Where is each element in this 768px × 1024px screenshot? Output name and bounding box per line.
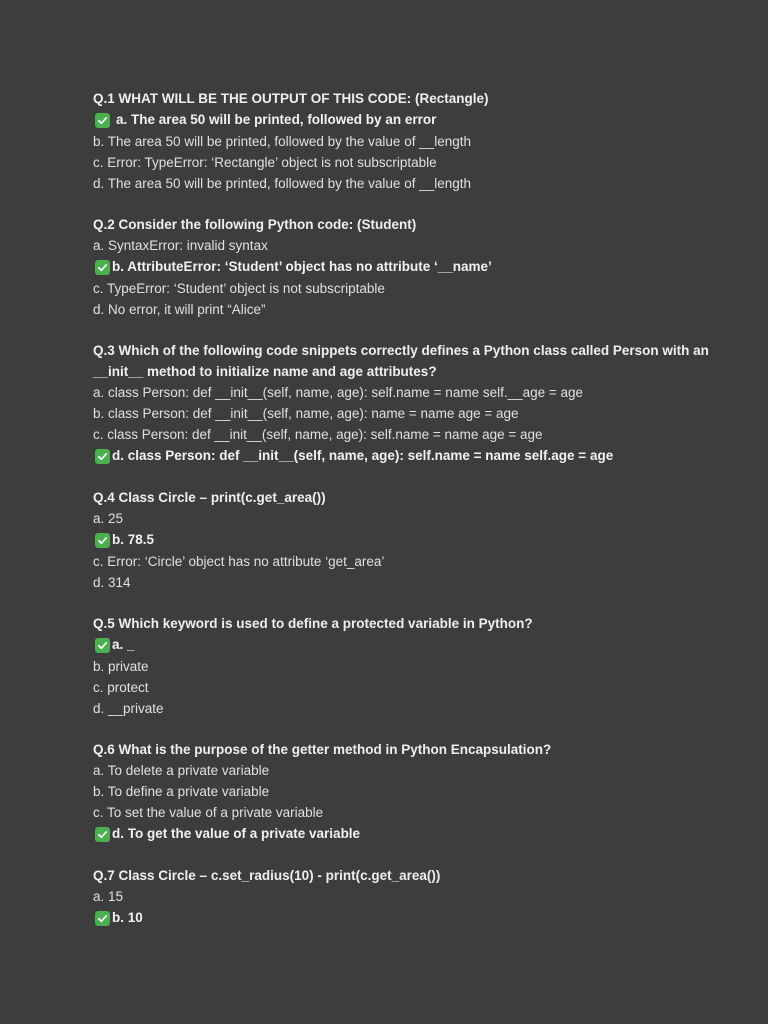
- check-mark-icon: [95, 638, 110, 653]
- answer-option-text: a. SyntaxError: invalid syntax: [93, 238, 268, 253]
- answer-option: [93, 152, 728, 173]
- answer-option-text: a. The area 50 will be printed, followed by an error: [116, 112, 437, 127]
- answer-option-text: a. _: [112, 637, 135, 652]
- check-mark-icon: [95, 260, 110, 275]
- answer-option-text: d. __private: [93, 701, 164, 716]
- answer-option-text: d. class Person: def __init__(self, name, age): self.name = name self.age = age: [112, 448, 614, 463]
- question-block-4: [93, 487, 728, 593]
- answer-option-text: c. To set the value of a private variable: [93, 805, 324, 820]
- answer-option-text: c. TypeError: ‘Student’ object is not subscriptable: [93, 281, 385, 296]
- answer-option-text: b. private: [93, 659, 149, 674]
- question-block-7: [93, 865, 728, 929]
- answer-option-text: d. To get the value of a private variable: [112, 826, 361, 841]
- answer-option: [93, 382, 728, 403]
- question-block-1: [93, 88, 728, 194]
- answer-option: [93, 278, 728, 299]
- answer-option: [93, 656, 728, 677]
- answer-option: [93, 551, 728, 572]
- check-mark-icon: [95, 113, 110, 128]
- question-text: Q.7 Class Circle – c.set_radius(10) - print(c.get_area()): [93, 868, 441, 883]
- correct-answer-option: [93, 823, 728, 845]
- answer-option: [93, 698, 728, 719]
- answer-option-text: a. 25: [93, 511, 124, 526]
- question-text: Q.5 Which keyword is used to define a protected variable in Python?: [93, 616, 533, 631]
- correct-answer-option: [93, 109, 728, 131]
- answer-option: [93, 886, 728, 907]
- question-block-5: [93, 613, 728, 719]
- answer-option: [93, 802, 728, 823]
- answer-option: [93, 760, 728, 781]
- answer-option-text: d. 314: [93, 575, 131, 590]
- answer-option-text: c. Error: ‘Circle’ object has no attribute ‘get_area’: [93, 554, 385, 569]
- correct-answer-option: [93, 256, 728, 278]
- question-block-2: [93, 214, 728, 320]
- check-mark-icon: [95, 449, 110, 464]
- answer-option: [93, 131, 728, 152]
- answer-option-text: a. class Person: def __init__(self, name, age): self.name = name self.__age = age: [93, 385, 584, 400]
- question-block-6: [93, 739, 728, 845]
- answer-option: [93, 781, 728, 802]
- question-block-3: [93, 340, 728, 467]
- answer-option-text: b. AttributeError: ‘Student’ object has no attribute ‘__name’: [112, 259, 492, 274]
- answer-option: [93, 572, 728, 593]
- correct-answer-option: [93, 445, 728, 467]
- answer-option-text: a. 15: [93, 889, 124, 904]
- question-text: Q.4 Class Circle – print(c.get_area()): [93, 490, 326, 505]
- answer-option: [93, 299, 728, 320]
- answer-option: [93, 677, 728, 698]
- answer-option-text: c. protect: [93, 680, 149, 695]
- answer-option-text: b. 10: [112, 910, 143, 925]
- answer-option-text: b. The area 50 will be printed, followed by the value of __length: [93, 134, 471, 149]
- check-mark-icon: [95, 911, 110, 926]
- check-mark-icon: [95, 533, 110, 548]
- answer-option-text: d. No error, it will print “Alice”: [93, 302, 266, 317]
- answer-option: [93, 403, 728, 424]
- answer-option-text: c. Error: TypeError: ‘Rectangle’ object is not subscriptable: [93, 155, 437, 170]
- correct-answer-option: [93, 634, 728, 656]
- question-text: Q.3 Which of the following code snippets correctly defines a Python class called Person with an __init__ method to initialize name and age attributes?: [93, 343, 709, 379]
- answer-option-text: d. The area 50 will be printed, followed by the value of __length: [93, 176, 471, 191]
- answer-option: [93, 235, 728, 256]
- answer-option: [93, 424, 728, 445]
- question-text: Q.6 What is the purpose of the getter method in Python Encapsulation?: [93, 742, 552, 757]
- answer-option-text: b. To define a private variable: [93, 784, 270, 799]
- answer-option-text: b. class Person: def __init__(self, name, age): name = name age = age: [93, 406, 519, 421]
- question-text: Q.1 WHAT WILL BE THE OUTPUT OF THIS CODE: (Rectangle): [93, 91, 489, 106]
- answer-option: [93, 508, 728, 529]
- correct-answer-option: [93, 907, 728, 929]
- answer-option-text: b. 78.5: [112, 532, 155, 547]
- answer-option-text: a. To delete a private variable: [93, 763, 270, 778]
- check-mark-icon: [95, 827, 110, 842]
- answer-option-text: c. class Person: def __init__(self, name, age): self.name = name age = age: [93, 427, 543, 442]
- question-text: Q.2 Consider the following Python code: (Student): [93, 217, 417, 232]
- correct-answer-option: [93, 529, 728, 551]
- answer-option: [93, 173, 728, 194]
